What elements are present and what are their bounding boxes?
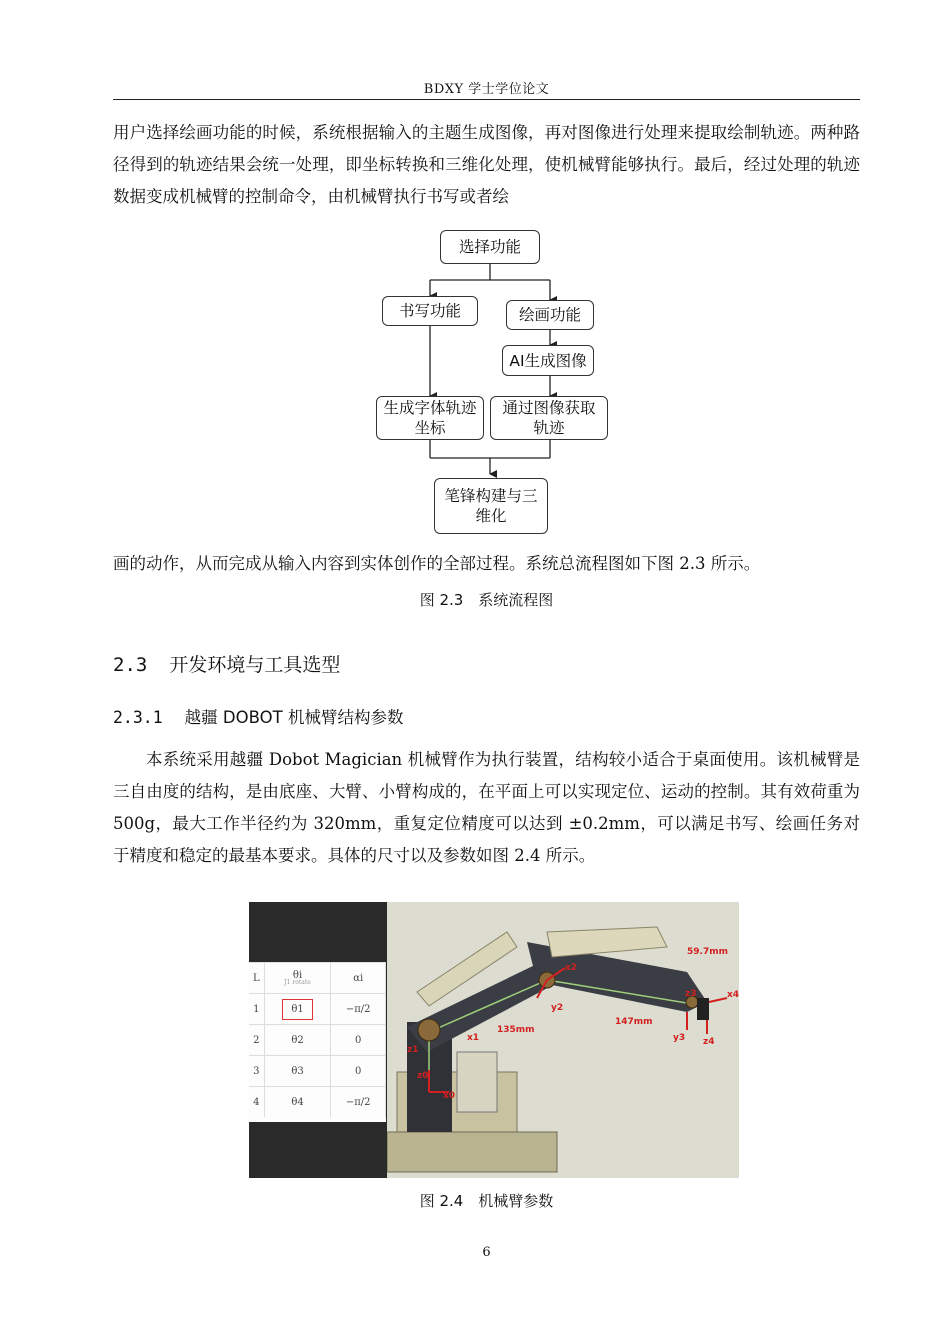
table-cell: θ3 [264,1056,331,1087]
dim-label-135: 135mm [497,1025,535,1035]
flow-node-writing-function: 书写功能 [382,296,478,326]
paragraph-dobot-description: 本系统采用越疆 Dobot Magician 机械臂作为执行装置，结构较小适合于桌面使用。该机械臂是三自由度的结构，是由底座、大臂、小臂构成的，在平面上可以实现定位、运动的控制。其有效荷重为 500g，最大工作半径约为 320mm，重复定位精度可以达到 ±0.2mm，可以满足书写、绘画任务对于精度和稳定的最基本要求。具体的尺寸以及参数如图 2.4 所示。 [113,750,860,865]
table-cell: 1 [249,994,264,1025]
system-flowchart [360,226,620,538]
table-cell: −π/2 [331,994,386,1025]
table-cell [264,994,331,1025]
page-header: BDXY 学士学位论文 [423,82,550,97]
table-cell: 3 [249,1056,264,1087]
axis-label-x2: x2 [565,963,578,973]
flow-node-font-trajectory [376,396,484,440]
axis-label-z3: z3 [685,989,697,999]
axis-label-y2: y2 [551,1003,564,1013]
table-row [249,1025,386,1056]
table-cell: θ2 [264,1025,331,1056]
table-header-sub: J1 rotate [284,979,311,986]
flow-node-font-trajectory-line2: 坐标 [414,419,446,437]
flow-node-stroke-3d-line2: 维化 [475,507,507,525]
header-rule [113,99,860,100]
axis-label-x0: x0 [443,1091,456,1101]
axis-label-z4: z4 [703,1037,715,1047]
paragraph-flow-summary: 画的动作，从而完成从输入内容到实体创作的全部过程。系统总流程图如下图 2.3 所示。 [113,554,761,573]
robot-arm-cad-drawing [387,902,739,1178]
flow-node-image-trajectory [490,396,608,440]
table-row [249,1087,386,1118]
table-header-cell: L [249,963,264,994]
robot-arm-figure [249,902,739,1178]
axis-label-z0: z0 [417,1071,429,1081]
flow-node-stroke-3d [434,478,548,534]
axis-label-x1: x1 [467,1033,480,1043]
dim-label-147: 147mm [615,1017,653,1027]
flow-node-drawing-function: 绘画功能 [506,300,594,330]
table-header-cell: αi [331,963,386,994]
flow-node-font-trajectory-line1: 生成字体轨迹 [383,399,477,417]
figure-caption-2-3: 图 2.3 系统流程图 [419,591,554,609]
axis-label-z1: z1 [407,1045,419,1055]
section-number: 2.3 [113,654,148,676]
table-row [249,1056,386,1087]
dh-parameter-panel [249,962,386,1122]
flow-node-stroke-3d-line1: 笔锋构建与三 [444,487,538,505]
table-cell: −π/2 [331,1087,386,1118]
flow-node-select-function: 选择功能 [440,230,540,264]
table-cell: 2 [249,1025,264,1056]
subsection-heading [113,704,403,728]
section-heading [113,650,340,677]
section-title: 开发环境与工具选型 [169,654,341,676]
flow-node-image-trajectory-line2: 轨迹 [533,419,565,437]
table-row [249,994,386,1025]
flow-node-ai-image: AI生成图像 [502,345,594,376]
table-cell: 0 [331,1056,386,1087]
paragraph-intro: 用户选择绘画功能的时候，系统根据输入的主题生成图像，再对图像进行处理来提取绘制轨迹。两种路径得到的轨迹结果会统一处理，即坐标转换和三维化处理，使机械臂能够执行。最后，经过处理的轨迹数据变成机械臂的控制命令，由机械臂执行书写或者绘 [113,123,860,206]
dim-label-59: 59.7mm [687,947,728,957]
page-number: 6 [482,1245,491,1260]
table-header-theta: θi [292,970,303,981]
table-cell: 0 [331,1025,386,1056]
table-header-row [249,963,386,994]
flow-node-image-trajectory-line1: 通过图像获取 [502,399,596,417]
figure-caption-2-4: 图 2.4 机械臂参数 [419,1192,554,1210]
subsection-number: 2.3.1 [113,708,163,727]
table-cell: θ4 [264,1087,331,1118]
highlighted-theta: θ1 [282,999,312,1020]
axis-label-y3: y3 [673,1033,686,1043]
dh-parameter-table [249,962,386,1117]
axis-label-x4: x4 [727,990,739,1000]
table-cell: 4 [249,1087,264,1118]
subsection-title: 越疆 DOBOT 机械臂结构参数 [184,708,404,727]
table-header-cell [264,963,331,994]
